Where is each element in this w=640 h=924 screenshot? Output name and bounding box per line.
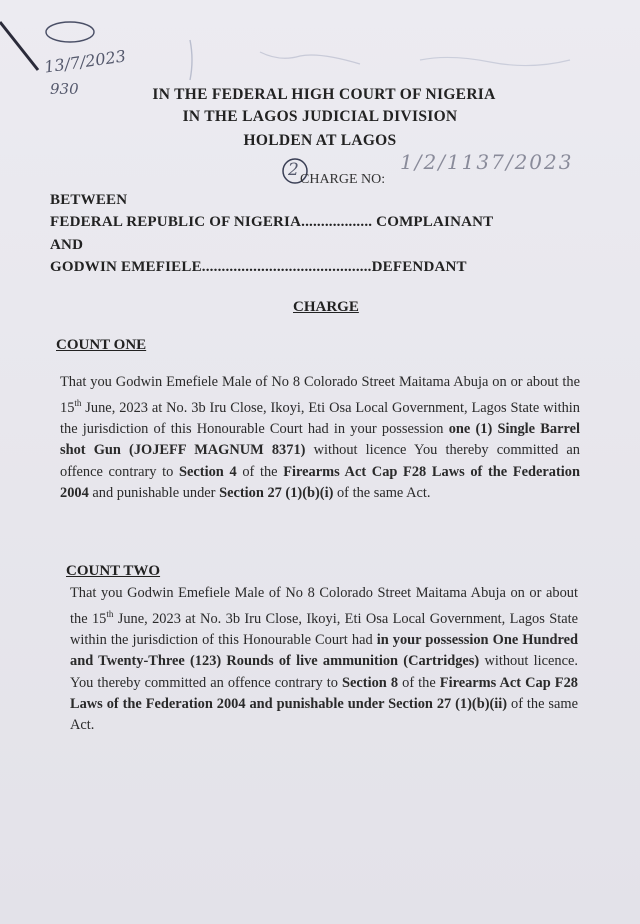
court-name-line1: IN THE FEDERAL HIGH COURT OF NIGERIA — [152, 86, 496, 103]
handwritten-date: 13/7/2023 — [43, 46, 127, 77]
count-two-heading: COUNT TWO — [66, 563, 161, 579]
court-name-line3: HOLDEN AT LAGOS — [243, 132, 397, 149]
count-one-heading: COUNT ONE — [56, 337, 147, 353]
count-two-body: That you Godwin Emefiele Male of No 8 Colorado Street Maitama Abuja on or about the 15th June, 2023 at No. 3b Iru Close, Ikoyi, Eti Osa Local Government, Lagos State within the jurisdiction of this Honourable Court had in your possession One Hundred and Twenty-Three (123) Rounds of live ammunition (Cartridges) without licence. You thereby committed an offence contrary to Section 8 of the Firearms Act Cap F28 Laws of the Federation 2004 and punishable under Section 27 (1)(b)(ii) of the same Act. — [70, 585, 578, 734]
charge-title: CHARGE — [293, 299, 359, 315]
handwritten-number: 2 — [288, 160, 299, 180]
handwritten-charge-number: 1/2/1137/2023 — [400, 150, 574, 174]
between-label: BETWEEN — [50, 192, 128, 208]
count-one-body: That you Godwin Emefiele Male of No 8 Colorado Street Maitama Abuja on or about the 15th June, 2023 at No. 3b Iru Close, Ikoyi, Eti Osa Local Government, Lagos State within the jurisdiction of this Honourable Court had in your possession one (1) Single Barrel shot Gun (JOJEFF MAGNUM 8371) without licence You thereby committed an offence contrary to Section 4 of the Firearms Act Cap F28 Laws of the Federation 2004 and punishable under Section 27 (1)(b)(i) of the same Act. — [60, 374, 580, 501]
charge-number-label: CHARGE NO: — [300, 172, 386, 187]
defendant-line: GODWIN EMEFIELE...........................................DEFENDANT — [50, 259, 467, 275]
complainant-line: FEDERAL REPUBLIC OF NIGERIA.................. COMPLAINANT — [50, 214, 494, 230]
and-label: AND — [50, 237, 84, 253]
handwritten-initials: 930 — [50, 80, 79, 98]
court-name-line2: IN THE LAGOS JUDICIAL DIVISION — [182, 108, 458, 125]
